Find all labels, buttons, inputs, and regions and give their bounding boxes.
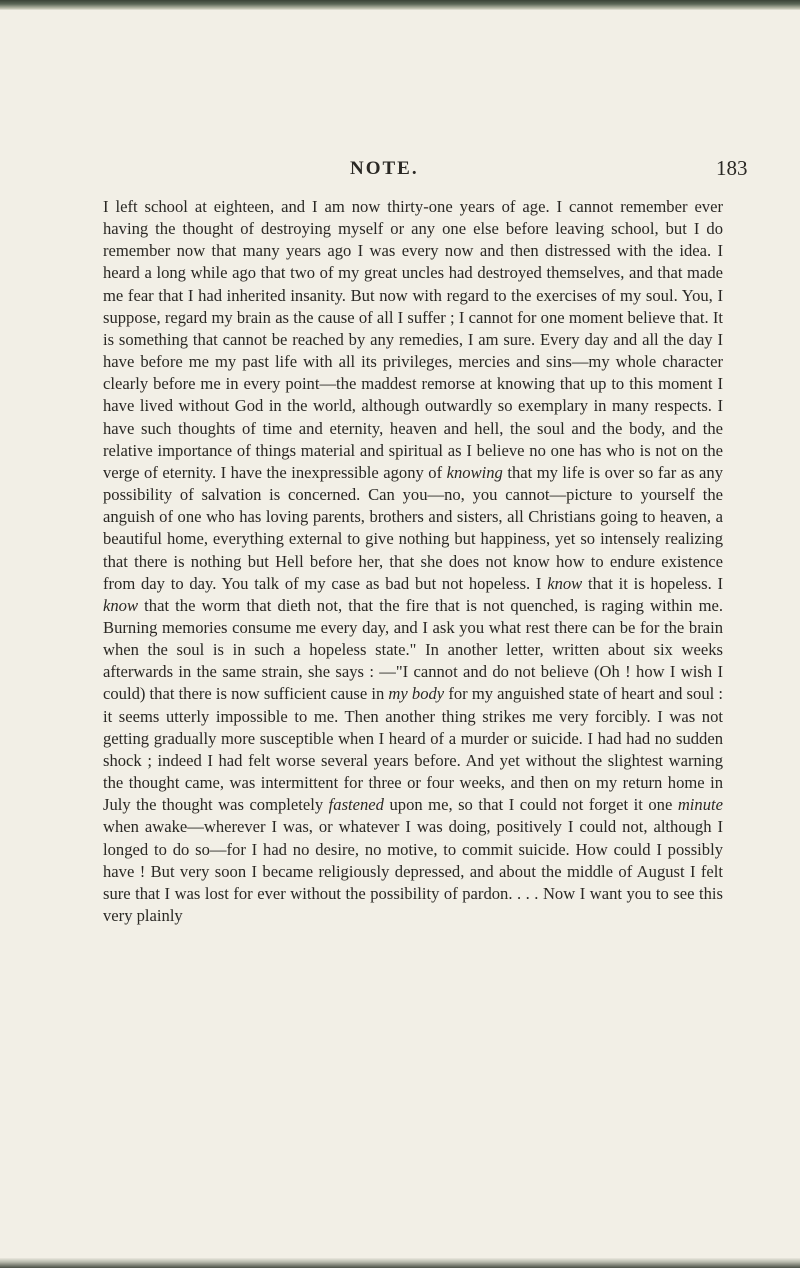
header-title: NOTE. — [350, 158, 419, 179]
emphasis-know-1: know — [547, 573, 583, 593]
scan-top-edge — [0, 0, 800, 10]
body-paragraph — [103, 196, 723, 927]
emphasis-knowing: knowing — [446, 462, 503, 482]
book-page — [0, 10, 800, 1258]
text-run-3: that it is hopeless. I — [582, 573, 724, 593]
text-run-7: when awake—wherever I was, or whatever I was doing, positively I could not, although I longed to do so—for I had no desire, no motive, to commit suicide. How could I possibly have ! But very soon I became religiously depressed, and about the middle of August I felt sure that I was lost for ever without the possibility of pardon. . . . Now I want you to see this very plainly — [103, 817, 723, 925]
text-run-1: I left school at eighteen, and I am now thirty-one years of age. I cannot remember ever having the thought of destroying myself or any one else before leaving school, but I do remember now that many years ago I was every now and then distressed with the idea. I heard a long while ago that two of my great uncles had destroyed themselves, and that made me fear that I had inherited insanity. But now with regard to the exercises of my soul. You, I suppose, regard my brain as the cause of all I suffer ; I cannot for one moment believe that. It is something that cannot be reached by any remedies, I am sure. Every day and all the day I have before me my past life with all its privileges, mercies and sins—my whole character clearly before me in every point—the maddest remorse at knowing that up to this moment I have lived without God in the world, although outwardly so exemplary in many respects. I have such thoughts of time and eternity, heaven and hell, the soul and the body, and the relative importance of things material and spiritual as I believe no one has who is not on the verge of eternity. I have the inexpressible agony of — [103, 197, 723, 482]
emphasis-my-body: my body — [388, 684, 445, 704]
emphasis-know-2: know — [103, 595, 139, 615]
text-run-6: upon me, so that I could not forget it one — [383, 795, 678, 815]
text-run-5: for my anguished state of heart and soul : it seems utterly impossible to me. Then another thing strikes me very forcibly. I was not getting gradually more susceptible when I heard of a murder or suicide. I had had no sudden shock ; indeed I had felt worse several years before. And yet without the slightest warning the thought came, was intermittent for three or four weeks, and then on my return home in July the thought was completely — [103, 684, 723, 815]
emphasis-minute: minute — [677, 795, 723, 815]
text-run-2: that my life is over so far as any possibility of salvation is concerned. Can you—no, you cannot—picture to yourself the anguish of one who has loving parents, brothers and sisters, all Christians going to heaven, a beautiful home, everything external to give nothing but happiness, yet so intensely realizing that there is nothing but Hell before her, that she does not know how to endure existence from day to day. You talk of my case as bad but not hopeless. I — [103, 462, 724, 593]
page-number: 183 — [716, 156, 748, 180]
emphasis-fastened: fastened — [328, 795, 384, 815]
text-run-4: that the worm that dieth not, that the fire that is not quenched, is raging within me. Burning memories consume me every day, and I ask you what rest there can be for the brain when the soul is in such a hopeless state." In another letter, written about six weeks afterwards in the same strain, she says : —"I cannot and do not believe (Oh ! how I wish I could) that there is now sufficient cause in — [103, 595, 723, 704]
running-header — [0, 158, 800, 182]
scan-bottom-edge — [0, 1258, 800, 1268]
